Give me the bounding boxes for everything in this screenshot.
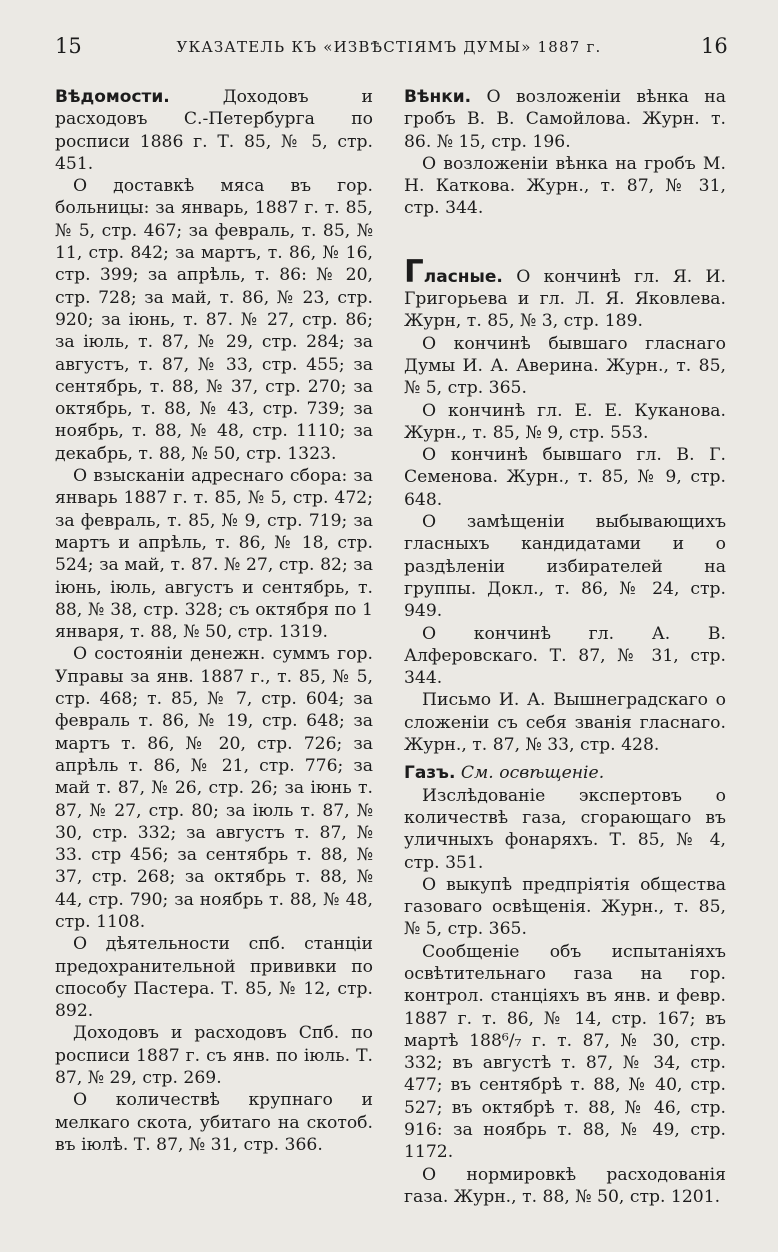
page-header bbox=[0, 34, 778, 64]
heading-rest: ласные. bbox=[423, 266, 503, 287]
list-item: Сообщеніе объ испытаніяхъ освѣтительнаго газа на гор. контрол. станціяхъ въ янв. и февр. 1887 г. т. 86, № 14, стр. 167; въ мартѣ 188⁶/₇ г. т. 87, № 30, стр. 332; въ августѣ т. 87, № 34, стр. 477; въ сентябрѣ т. 88, № 40, стр. 527; въ октябрѣ т. 88, № 46, стр. 916: за ноябрь т. 88, № 49, стр. 1172. bbox=[404, 941, 726, 1163]
list-item: О кончинѣ гл. А. В. Алферовскаго. Т. 87, № 31, стр. 344. bbox=[404, 623, 726, 689]
section-heading-vedomosti: Вѣдомости. bbox=[55, 87, 170, 107]
entry-vedomosti bbox=[55, 86, 373, 175]
list-item: О взысканіи адреснаго сбора: за январь 1887 г. т. 85, № 5, стр. 472; за февраль, т. 85, № 9, стр. 719; за мартъ и апрѣль, т. 86, № 18, стр. 524; за май, т. 87. № 27, стр. 82; за іюнь, іюль, августъ и сентябрь, т. 88, № 38, стр. 328; съ октября по 1 января, т. 88, № 50, стр. 1319. bbox=[55, 466, 373, 643]
list-item: О кончинѣ гл. Е. Е. Куканова. Журн., т. 85, № 9, стр. 553. bbox=[404, 400, 726, 443]
page-number-left: 15 bbox=[55, 34, 82, 58]
page-number-right: 16 bbox=[701, 34, 728, 58]
right-column bbox=[404, 86, 726, 1208]
list-item: О дѣятельности спб. станціи предохранительной прививки по способу Пастера. Т. 85, № 12, стр. 892. bbox=[55, 934, 373, 1022]
section-heading-venki: Вѣнки. bbox=[404, 87, 472, 107]
list-item: О количествѣ крупнаго и мелкаго скота, убитаго на скотоб. въ іюлѣ. Т. 87, № 31, стр. 366. bbox=[55, 1090, 373, 1155]
list-item: О выкупѣ предпріятія общества газоваго освѣщенія. Журн., т. 85, № 5, стр. 365. bbox=[404, 874, 726, 940]
left-column bbox=[55, 86, 373, 1156]
section-divider bbox=[404, 220, 726, 262]
entry-venki bbox=[404, 86, 726, 153]
entry-text: О возложеніи вѣнка на гробъ В. В. Самойлова. Журн. т. 86. № 15, стр. 196. bbox=[404, 87, 726, 152]
list-item: О нормировкѣ расходованія газа. Журн., т. 88, № 50, стр. 1201. bbox=[404, 1164, 726, 1207]
list-item: О возложеніи вѣнка на гробъ М. Н. Каткова. Журн., т. 87, № 31, стр. 344. bbox=[404, 153, 726, 219]
list-item: О кончинѣ бывшаго гл. В. Г. Семенова. Журн., т. 85, № 9, стр. 648. bbox=[404, 445, 726, 510]
entry-gaz bbox=[404, 762, 726, 784]
entry-text: Доходовъ и расходовъ С.-Петербурга по росписи 1886 г. Т. 85, № 5, стр. 451. bbox=[55, 87, 374, 174]
list-item: О замѣщеніи выбывающихъ гласныхъ кандидатами и о раздѣленіи избирателей на группы. Докл., т. 86, № 24, стр. 949. bbox=[404, 512, 726, 622]
list-item: Изслѣдованіе экспертовъ о количествѣ газа, сгорающаго въ уличныхъ фонаряхъ. Т. 85, № 4, стр. 351. bbox=[404, 785, 726, 873]
list-item: О кончинѣ бывшаго гласнаго Думы И. А. Аверина. Журн., т. 85, № 5, стр. 365. bbox=[404, 333, 726, 399]
see-also-reference: См. освѣщеніе. bbox=[460, 763, 605, 784]
drop-initial: Г bbox=[404, 253, 424, 290]
entry-text: О кончинѣ гл. Я. И. Григорьева и гл. Л. Я. Яковлева. Журн, т. 85, № 3, стр. 189. bbox=[404, 266, 727, 332]
entry-glasnye bbox=[404, 253, 727, 333]
list-item: Письмо И. А. Вышнеградскаго о сложеніи съ себя званія гласнаго. Журн., т. 87, № 33, стр. 428. bbox=[404, 690, 726, 756]
section-heading-gaz: Газъ. bbox=[404, 763, 456, 784]
list-item: Доходовъ и расходовъ Спб. по росписи 1887 г. съ янв. по іюль. Т. 87, № 29, стр. 269. bbox=[55, 1023, 373, 1089]
list-item: О состояніи денежн. суммъ гор. Управы за янв. 1887 г., т. 85, № 5, стр. 468; т. 85, № 7, стр. 604; за февраль т. 86, № 19, стр. 648; за мартъ т. 86, № 20, стр. 726; за апрѣль т. 86, № 21, стр. 776; за май т. 87, № 26, стр. 26; за іюнь т. 87, № 27, стр. 80; за іюль т. 87, № 30, стр. 332; за августъ т. 87, № 33. стр 456; за сентябрь т. 88, № 37, стр. 268; за октябрь т. 88, № 44, стр. 790; за ноябрь т. 88, № 48, стр. 1108. bbox=[55, 644, 373, 932]
section-heading-glasnye bbox=[404, 253, 503, 290]
running-title: УКАЗАТЕЛЬ КЪ «ИЗВѢСТІЯМЪ ДУМЫ» 1887 г. bbox=[176, 38, 602, 56]
list-item: О доставкѣ мяса въ гор. больницы: за январь, 1887 г. т. 85, № 5, стр. 467; за февраль, т. 85, № 11, стр. 842; за мартъ, т. 86, № 16, стр. 399; за апрѣль, т. 86: № 20, стр. 728; за май, т. 86, № 23, стр. 920; за іюнь, т. 87. № 27, стр. 86; за іюль, т. 87, № 29, стр. 284; за августъ, т. 87, № 33, стр. 455; за сентябрь, т. 88, № 37, стр. 270; за октябрь, т. 88, № 43, стр. 739; за ноябрь, т. 88, № 48, стр. 1110; за декабрь, т. 88, № 50, стр. 1323. bbox=[55, 176, 373, 464]
